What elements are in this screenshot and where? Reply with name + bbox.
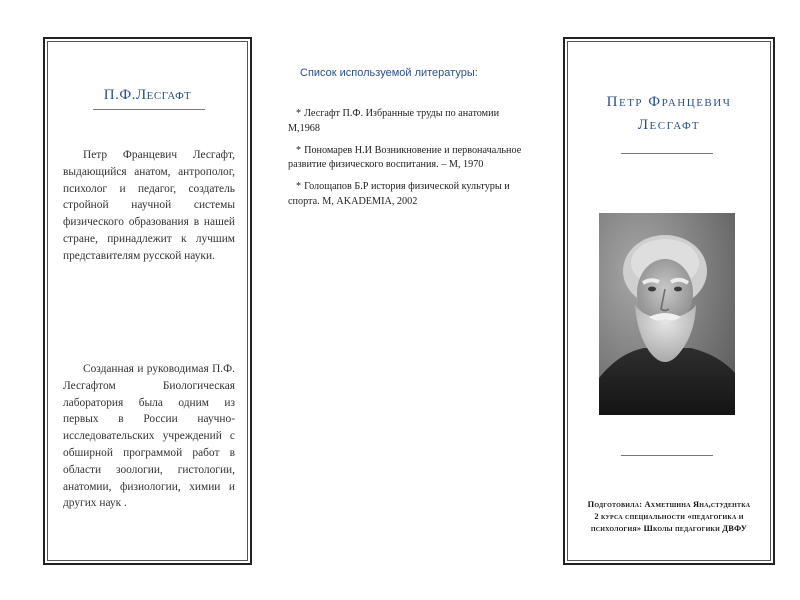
right-title-divider [621,153,713,154]
bullet-star: * [296,108,302,119]
reference-item [288,107,524,137]
right-panel [563,37,775,565]
credit-line-3: психология» Школы педагогики ДВФУ [590,524,748,533]
biography-paragraph-2: Созданная и руководимая П.Ф. Лесгафтом Биологическая лаборатория была одним из первых в России научно-исследовательских учреждений с обширной программой работ в области зоологии, гистологии, анатомии, физиологии, химии и других наук . [63,363,235,510]
title-line-2: Лесгафт [637,117,701,133]
title-line-1: Петр Францевич [606,94,732,110]
portrait-photo [599,213,735,415]
left-title-divider [93,109,205,110]
reference-item [288,144,524,174]
portrait-divider [621,455,713,456]
left-panel [43,37,252,565]
bullet-star: * [296,181,302,193]
reference-text: Лесгафт П.Ф. Избранные труды по анатомии М,1968 [288,108,500,134]
references-heading: Список используемой литературы: [300,67,478,79]
credit-line-1: Подготовила: Ахметшина Яна,студентка [587,500,751,509]
reference-item [288,180,524,210]
reference-text: Пономарев Н.И Возникновение и первоначальное развитие физического воспитания. – М, 1970 [288,144,522,171]
credit-line-2: 2 курса специальности «педагогика и [594,512,744,521]
portrait-illustration [599,213,735,415]
reference-text: Голощапов Б.Р история физической культуры и спорта. М, AKADEMIA, 2002 [288,181,510,207]
left-panel-title: П.Ф.Лесгафт [103,87,192,103]
references-list [288,107,524,217]
bullet-star: * [296,144,302,156]
author-credit [571,499,767,535]
biography-paragraph-1: Петр Францевич Лесгафт, выдающийся анатом, антрополог, психолог и педагог, создатель стройной научной системы физического образования в нашей стране, принадлежит к лучшим представителям русской науки. [63,149,235,262]
right-panel-title [565,91,773,137]
